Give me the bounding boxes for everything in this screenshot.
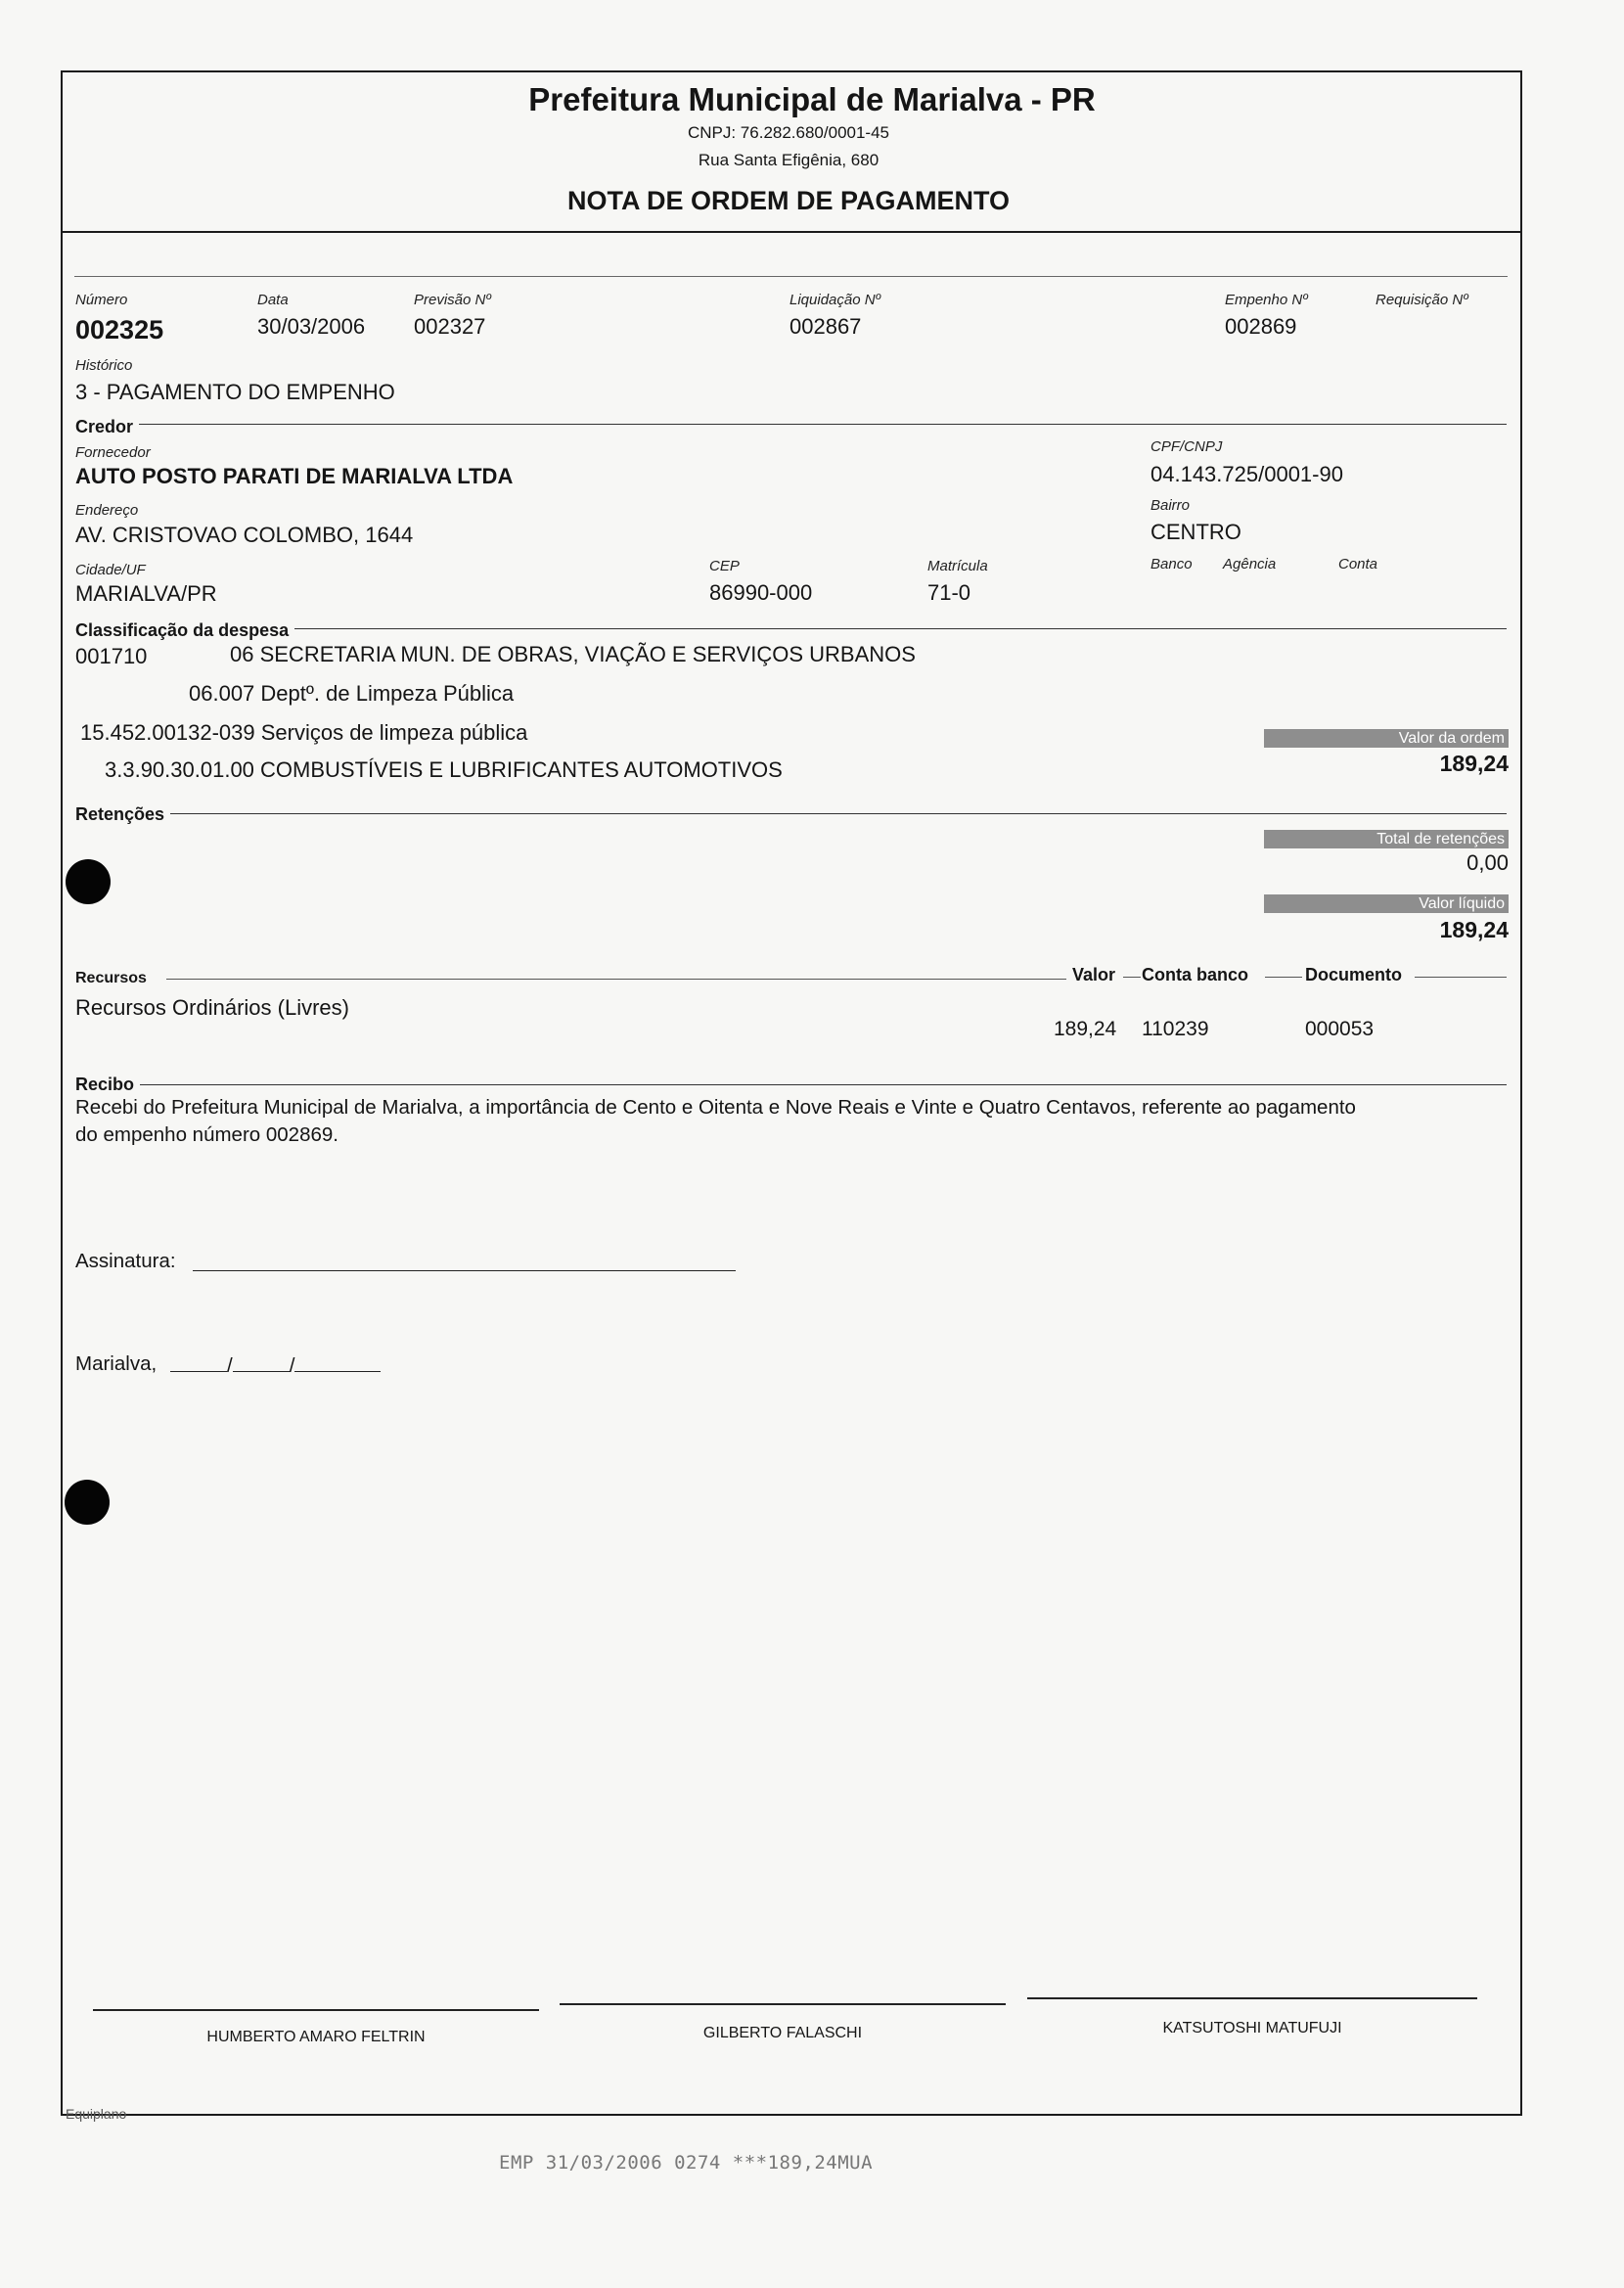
liquidacao-value: 002867	[789, 314, 862, 339]
cidade-label: Cidade/UF	[75, 562, 146, 578]
classificacao-section: Classificação da despesa	[75, 620, 294, 641]
cep-label: CEP	[709, 558, 740, 574]
date-day-blank	[170, 1351, 227, 1372]
recursos-conta: 110239	[1142, 1018, 1209, 1040]
total-retencoes-label: Total de retenções	[1264, 830, 1509, 848]
date-month-blank	[233, 1351, 290, 1372]
punch-hole-bottom	[65, 1480, 110, 1525]
recursos-documento: 000053	[1305, 1018, 1375, 1040]
classificacao-code: 001710	[75, 644, 148, 668]
recibo-line-1: Recebi do Prefeitura Municipal de Marialva, a importância de Cento e Oitenta e Nove Reais e Vinte e Quatro Centavos, referente ao pagamento	[75, 1096, 1356, 1119]
bairro-value: CENTRO	[1150, 520, 1241, 544]
requisicao-label: Requisição Nº	[1376, 292, 1468, 308]
assinatura-line	[193, 1270, 736, 1271]
signatory-line-3	[1027, 1997, 1477, 1999]
header-address: Rua Santa Efigênia, 680	[698, 151, 880, 169]
cpf-value: 04.143.725/0001-90	[1150, 462, 1343, 486]
recibo-divider	[75, 1084, 1507, 1085]
conta-label: Conta	[1338, 556, 1378, 572]
previsao-label: Previsão Nº	[414, 292, 491, 308]
signatory-name-2: GILBERTO FALASCHI	[702, 2025, 863, 2041]
recibo-line-2: do empenho número 002869.	[75, 1123, 338, 1146]
data-value: 30/03/2006	[257, 314, 366, 339]
ids-top-divider	[74, 276, 1508, 277]
credor-section: Credor	[75, 417, 139, 437]
signatory-line-1	[93, 2009, 539, 2011]
bairro-label: Bairro	[1150, 497, 1191, 514]
empenho-value: 002869	[1225, 314, 1297, 339]
data-label: Data	[257, 292, 289, 308]
retencoes-divider	[75, 813, 1507, 814]
valor-liquido-label: Valor líquido	[1264, 894, 1509, 913]
document-title: NOTA DE ORDEM DE PAGAMENTO	[566, 186, 1010, 215]
recursos-divider-4	[1415, 977, 1507, 978]
valor-ordem-value: 189,24	[1439, 751, 1509, 776]
liquidacao-label: Liquidação Nº	[789, 292, 881, 308]
recursos-valor: 189,24	[1054, 1018, 1117, 1040]
historico-label: Histórico	[75, 357, 133, 374]
classificacao-elemento: 3.3.90.30.01.00 COMBUSTÍVEIS E LUBRIFICANTES AUTOMOTIVOS	[105, 757, 783, 782]
footer-stamp: EMP 31/03/2006 0274 ***189,24MUA	[499, 2152, 874, 2174]
recibo-section: Recibo	[75, 1075, 140, 1095]
valor-ordem-label: Valor da ordem	[1264, 729, 1509, 748]
signatory-name-3: KATSUTOSHI MATUFUJI	[1162, 2020, 1342, 2036]
cidade-value: MARIALVA/PR	[75, 581, 217, 606]
punch-hole-top	[66, 859, 111, 904]
recursos-divider	[166, 979, 1066, 980]
valor-liquido-value: 189,24	[1439, 917, 1509, 942]
banco-label: Banco	[1150, 556, 1193, 572]
matricula-value: 71-0	[927, 580, 971, 605]
date-blank-fields: / /	[170, 1351, 381, 1378]
recursos-name: Recursos Ordinários (Livres)	[75, 995, 349, 1020]
assinatura-label: Assinatura:	[75, 1250, 176, 1272]
recursos-divider-3	[1265, 977, 1302, 978]
document-border	[61, 70, 1522, 2116]
previsao-value: 002327	[414, 314, 486, 339]
header-title: Prefeitura Municipal de Marialva - PR	[528, 81, 1096, 117]
recursos-conta-header: Conta banco	[1142, 965, 1249, 984]
retencoes-section: Retenções	[75, 804, 170, 825]
header-divider	[61, 231, 1522, 233]
total-retencoes-value: 0,00	[1466, 850, 1509, 875]
credor-divider	[75, 424, 1507, 425]
endereco-value: AV. CRISTOVAO COLOMBO, 1644	[75, 523, 414, 547]
fornecedor-value: AUTO POSTO PARATI DE MARIALVA LTDA	[75, 464, 514, 488]
historico-value: 3 - PAGAMENTO DO EMPENHO	[75, 380, 395, 404]
recursos-divider-2	[1123, 977, 1141, 978]
numero-value: 002325	[75, 315, 164, 344]
recursos-documento-header: Documento	[1305, 965, 1402, 984]
signatory-name-1: HUMBERTO AMARO FELTRIN	[206, 2029, 426, 2045]
recursos-valor-header: Valor	[1072, 965, 1116, 984]
classificacao-secretaria: 06 SECRETARIA MUN. DE OBRAS, VIAÇÃO E SERVIÇOS URBANOS	[230, 642, 916, 666]
endereco-label: Endereço	[75, 502, 139, 519]
classificacao-depto: 06.007 Deptº. de Limpeza Pública	[189, 681, 515, 706]
recursos-section: Recursos	[75, 970, 147, 986]
signatory-line-2	[560, 2003, 1006, 2005]
header-cnpj: CNPJ: 76.282.680/0001-45	[687, 123, 890, 142]
matricula-label: Matrícula	[927, 558, 988, 574]
cep-value: 86990-000	[709, 580, 813, 605]
numero-label: Número	[75, 292, 128, 308]
empenho-label: Empenho Nº	[1225, 292, 1308, 308]
footer-vendor: Equiplano	[66, 2106, 127, 2122]
date-year-blank	[294, 1351, 381, 1372]
agencia-label: Agência	[1223, 556, 1277, 572]
classificacao-funcional: 15.452.00132-039 Serviços de limpeza pública	[80, 720, 528, 745]
cpf-label: CPF/CNPJ	[1150, 438, 1223, 455]
fornecedor-label: Fornecedor	[75, 444, 151, 461]
local-label: Marialva,	[75, 1352, 158, 1375]
